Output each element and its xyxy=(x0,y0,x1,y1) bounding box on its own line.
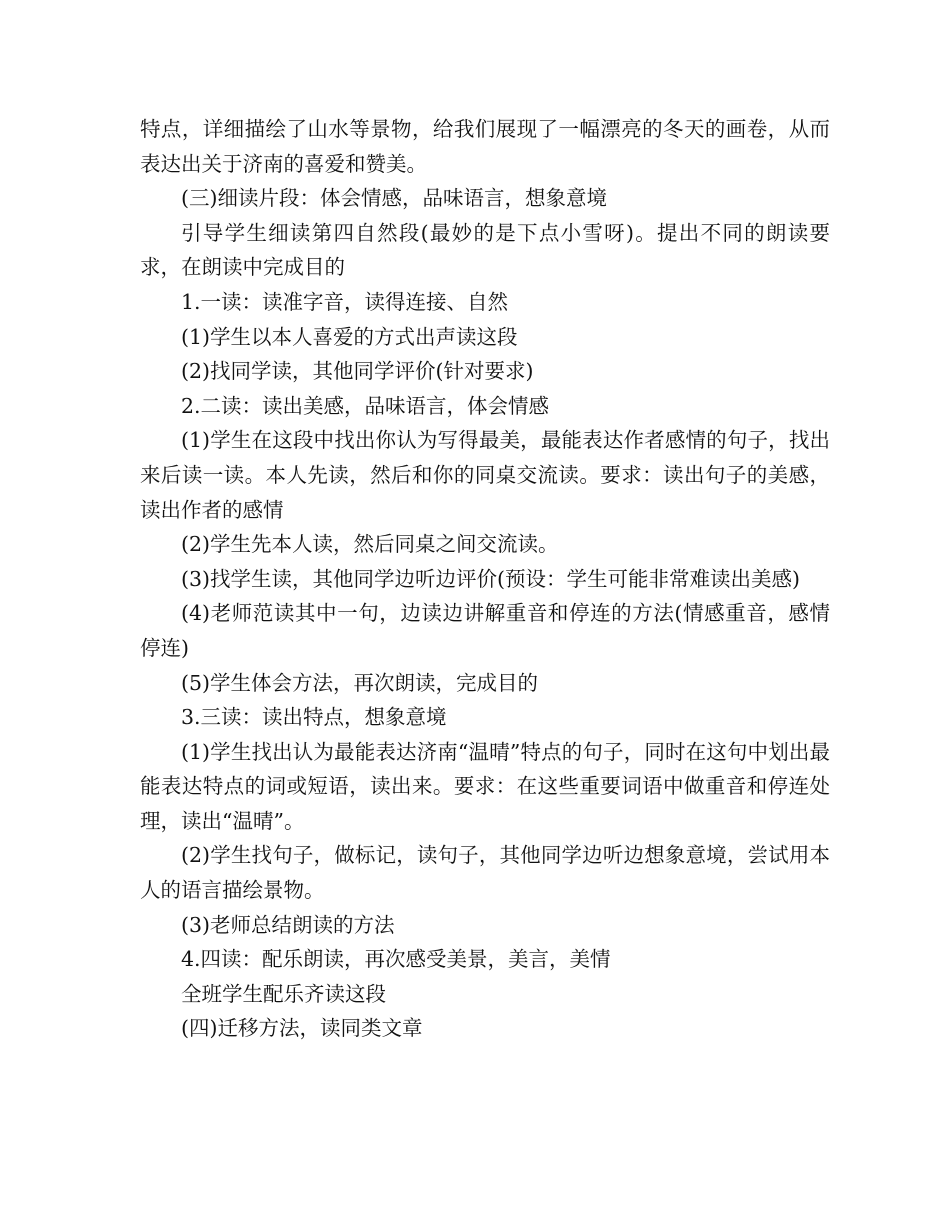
section-heading-four: (四)迁移方法，读同类文章 xyxy=(181,1016,423,1041)
section-heading-three: (三)细读片段：体会情感，品味语言，想象意境 xyxy=(181,186,607,211)
paragraph-guide-reading: 引导学生细读第四自然段(最妙的是下点小雪呀)。提出不同的朗读要求，在朗读中完成目的 xyxy=(140,220,830,280)
step-three-item-1: (1)学生找出认为最能表达济南“温晴”特点的句子，同时在这句中划出最能表达特点的词或短语，读出来。要求：在这些重要词语中做重音和停连处理，读出“温晴”。 xyxy=(140,739,830,833)
step-four-heading: 4.四读：配乐朗读，再次感受美景，美言，美情 xyxy=(181,947,611,972)
step-three-item-3: (3)老师总结朗读的方法 xyxy=(181,912,395,937)
document-body xyxy=(140,112,830,1046)
paragraph-continuation: 特点，详细描绘了山水等景物，给我们展现了一幅漂亮的冬天的画卷，从而表达出关于济南的喜爱和赞美。 xyxy=(140,117,830,176)
step-three-heading: 3.三读：读出特点，想象意境 xyxy=(181,705,447,730)
step-one-heading: 1.一读：读准字音，读得连接、自然 xyxy=(181,289,509,314)
step-two-heading: 2.二读：读出美感，品味语言，体会情感 xyxy=(181,393,550,418)
step-one-item-2: (2)找同学读，其他同学评价(针对要求) xyxy=(181,359,534,384)
step-two-item-1: (1)学生在这段中找出你认为写得最美，最能表达作者感情的句子，找出来后读一读。本人先读，然后和你的同桌交流读。要求：读出句子的美感，读出作者的感情 xyxy=(140,428,830,522)
step-two-item-2: (2)学生先本人读，然后同桌之间交流读。 xyxy=(181,532,559,557)
step-four-item: 全班学生配乐齐读这段 xyxy=(181,981,386,1006)
step-one-item-1: (1)学生以本人喜爱的方式出声读这段 xyxy=(181,324,518,349)
step-two-item-5: (5)学生体会方法，再次朗读，完成目的 xyxy=(181,670,539,695)
step-three-item-2: (2)学生找句子，做标记，读句子，其他同学边听边想象意境，尝试用本人的语言描绘景物。 xyxy=(140,843,830,903)
step-two-item-4: (4)老师范读其中一句，边读边讲解重音和停连的方法(情感重音，感情停连) xyxy=(140,601,830,660)
step-two-item-3: (3)找学生读，其他同学边听边评价(预设：学生可能非常难读出美感) xyxy=(181,566,801,591)
